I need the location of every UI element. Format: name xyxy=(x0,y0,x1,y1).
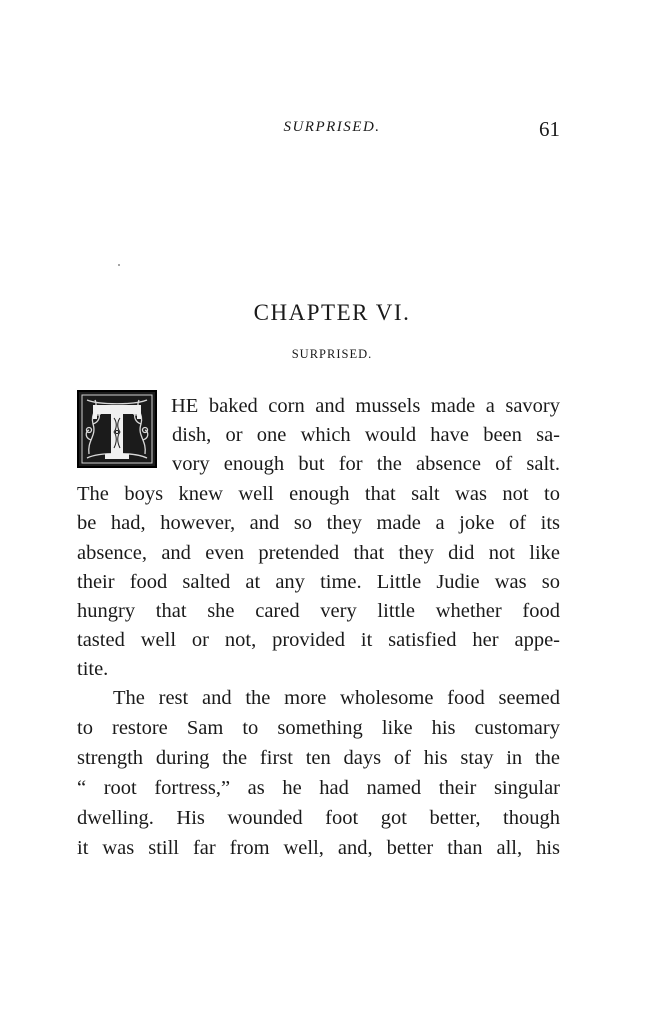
text-line: hungry that she cared very little whether food xyxy=(77,600,560,622)
text-line: The rest and the more wholesome food seemed xyxy=(113,687,560,709)
text-line: absence, and even pretended that they did not like xyxy=(77,542,560,564)
chapter-title: CHAPTER VI. xyxy=(253,300,411,325)
text-line: it was still far from well, and, better than all, his xyxy=(77,837,560,859)
chapter-subtitle: SURPRISED. xyxy=(291,347,373,361)
ornamental-drop-cap-icon xyxy=(77,390,157,468)
text-line: dish, or one which would have been sa- xyxy=(172,424,560,446)
running-head xyxy=(0,117,664,141)
text-line: vory enough but for the absence of salt. xyxy=(172,453,560,475)
print-speck xyxy=(118,264,120,266)
text-line: their food salted at any time. Little Judie was so xyxy=(77,571,560,593)
text-line: to restore Sam to something like his customary xyxy=(77,717,560,739)
text-line: HE baked corn and mussels made a savory xyxy=(171,395,560,417)
text-line: be had, however, and so they made a joke of its xyxy=(77,512,560,534)
text-line: tasted well or not, provided it satisfied her appe- xyxy=(77,629,560,651)
text-line: strength during the first ten days of his stay in the xyxy=(77,747,560,769)
text-line: dwelling. His wounded foot got better, though xyxy=(77,807,560,829)
text-line: The boys knew well enough that salt was not to xyxy=(77,483,560,505)
text-line: tite. xyxy=(77,658,109,680)
text-line: “ root fortress,” as he had named their singular xyxy=(77,777,560,799)
running-title: SURPRISED. xyxy=(283,119,381,135)
page-number: 61 xyxy=(539,117,560,141)
